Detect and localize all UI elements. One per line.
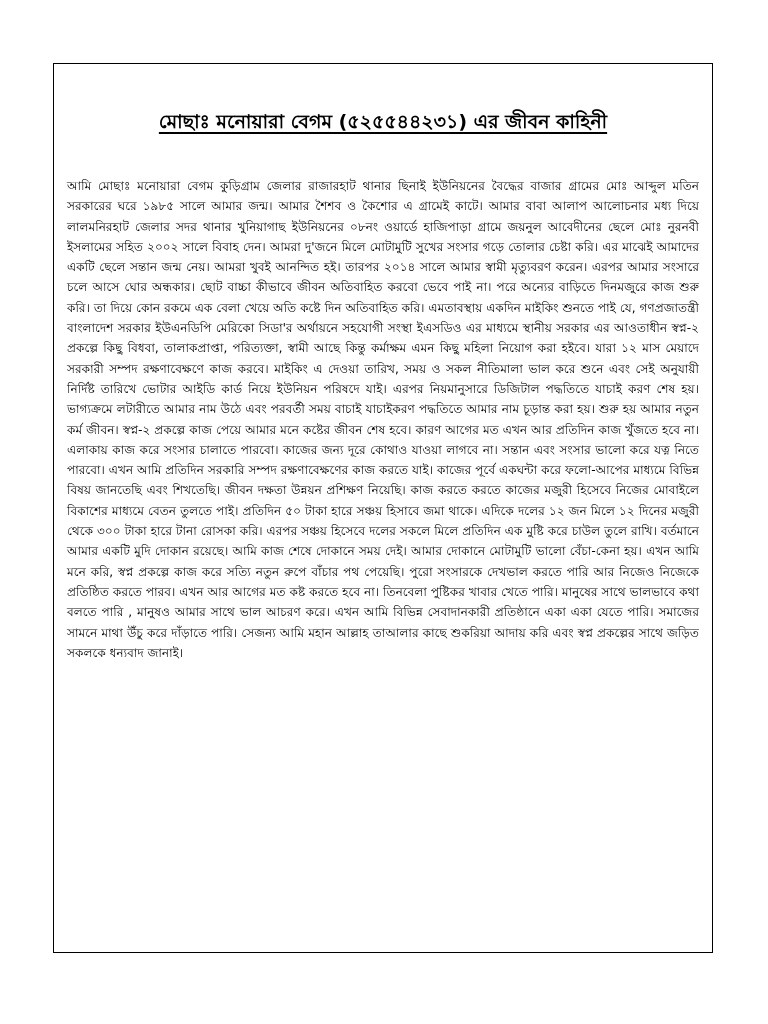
document-title-text: মোছাঃ মনোয়ারা বেগম (৫২৫৫৪৪২৩১) এর জীবন কাহিনী [158, 111, 608, 133]
page-border [53, 63, 713, 953]
document-body-paragraph: আমি মোছাঃ মনোয়ারা বেগম কুড়িগ্রাম জেলার রাজারহাট থানার ছিনাই ইউনিয়নের বৈদ্ধের বাজার গ্রামের মোঃ আব্দুল মতিন সরকারের ঘরে ১৯৮৫ সালে আমার জন্ম। আমার শৈশব ও কৈশোর এ গ্রামেই কাটে। আমার বাবা আলাপ আলোচনার মধ্য দিয়ে লালমনিরহাট জেলার সদর থানার খুনিয়াগাছ ইউনিয়নের ০৮নং ওয়ার্ডে হাজিপাড়া গ্রামে জয়নুল আবেদীনের ছেলে মোঃ নুরনবী ইসলামের সহিত ২০০২ সালে বিবাহ দেন। আমরা দু'জনে মিলে মোটামুটি সুখের সংসার গড়ে তোলার চেষ্টা করি। এর মাঝেই আমাদের একটি ছেলে সন্তান জন্ম নেয়। আমরা খুবই আনন্দিত হই। তারপর ২০১৪ সালে আমার স্বামী মৃত্যুবরণ করেন। এরপর আমার সংসারে চলে আসে ঘোর অন্ধকার। ছোট বাচ্চা কীভাবে জীবন অতিবাহিত করবো ভেবে পাই না। পরে অন্যের বাড়িতে দিনমজুরে কাজ শুরু করি। তা দিয়ে কোন রকমে এক বেলা খেয়ে অতি কষ্টে দিন অতিবাহিত করি। এমতাবস্থায় একদিন মাইকিং শুনতে পাই যে, গণপ্রজাতন্ত্রী বাংলাদেশ সরকার ইউএনডিপি মেরিকো সিডা'র অর্থায়নে সহযোগী সংস্থা ইএসডিও এর মাধ্যমে স্থানীয় সরকার এর আওতাধীন স্বপ্ন-২ প্রকল্পে কিছু বিধবা, তালাকপ্রাপ্তা, পরিত্যক্তা, স্বামী আছে কিন্তু কর্মাক্ষম এমন কিছু মহিলা নিয়োগ করা হইবে। যারা ১২ মাস মেয়াদে সরকারী সম্পদ রক্ষণাবেক্ষণে কাজ করবে। মাইকিং এ দেওয়া তারিখ, সময় ও সকল নীতিমালা ভাল করে শুনে এবং সেই অনুযায়ী নির্দিষ্ট তারিখে ভোটার আইডি কার্ড নিয়ে ইউনিয়ন পরিষদে যাই। এরপর নিয়মানুসারে ডিজিটাল পদ্ধতিতে যাচাই করণ শেষ হয়। ভাগ্যক্রমে লটারীতে আমার নাম উঠে এবং পরবর্তী সময় বাচাই যাচাইকরণ পদ্ধতিতে আমার নাম চূড়ান্ত করা হয়। শুরু হয় আমার নতুন কর্ম জীবন। স্বপ্ন-২ প্রকল্পে কাজ পেয়ে আমার মনে কষ্টের জীবন শেষ হবে। কারণ আগের মত এখন আর প্রতিদিন কাজ খুঁজতে হবে না। এলাকায় কাজ করে সংসার চালাতে পারবো। কাজের জন্য দূরে কোথাও যাওয়া লাগবে না। সন্তান এবং সংসার ভালো করে যত্ন নিতে পারবো। এখন আমি প্রতিদিন সরকারি সম্পদ রক্ষণাবেক্ষণের কাজ করতে যাই। কাজের পূর্বে একঘন্টা করে ফলো-আপের মাধ্যমে বিভিন্ন বিষয় জানতেছি এবং শিখতেছি। জীবন দক্ষতা উন্নয়ন প্রশিক্ষণ নিয়েছি। কাজ করতে করতে কাজের মজুরী হিসেবে নিজের মোবাইলে বিকাশের মাধ্যমে বেতন তুলতে পাই। প্রতিদিন ৫০ টাকা হারে সঞ্চয় হিসাবে জমা থাকে। এদিকে দলের ১২ জন মিলে ১২ দিনের মজুরী থেকে ৩০০ টাকা হারে টানা রোসকা করি। এরপর সঞ্চয় হিসেবে দলের সকলে মিলে প্রতিদিন এক মুষ্টি করে চাউল তুলে রাখি। বর্তমানে আমার একটি মুদি দোকান রয়েছে। আমি কাজ শেষে দোকানে সময় দেই। আমার দোকানে মোটামুটি ভালো বেঁচা-কেনা হয়। এখন আমি মনে করি, স্বপ্ন প্রকল্পে কাজ করে সত্যি নতুন রুপে বাঁচার পথ পেয়েছি। পুরো সংসারকে দেখভাল করতে পারি আর নিজেও নিজেকে প্রতিষ্ঠিত করতে পারব। এখন আর আগের মত কষ্ট করতে হবে না। তিনবেলা পুষ্টিকর খাবার খেতে পারি। মানুষের সাথে ভালভাবে কথা বলতে পারি , মানুষও আমার সাথে ভাল আচরণ করে। এখন আমি বিভিন্ন সেবাদানকারী প্রতিষ্ঠানে একা একা যেতে পারি। সমাজের সামনে মাথা উঁচু করে দাঁড়াতে পারি। সেজন্য আমি মহান আল্লাহ তাআলার কাছে শুকরিয়া আদায় করি এবং স্বপ্ন প্রকল্পের সাথে জড়িত সকলকে ধন্যবাদ জানাই। [67, 179, 699, 660]
document-title [54, 108, 712, 136]
